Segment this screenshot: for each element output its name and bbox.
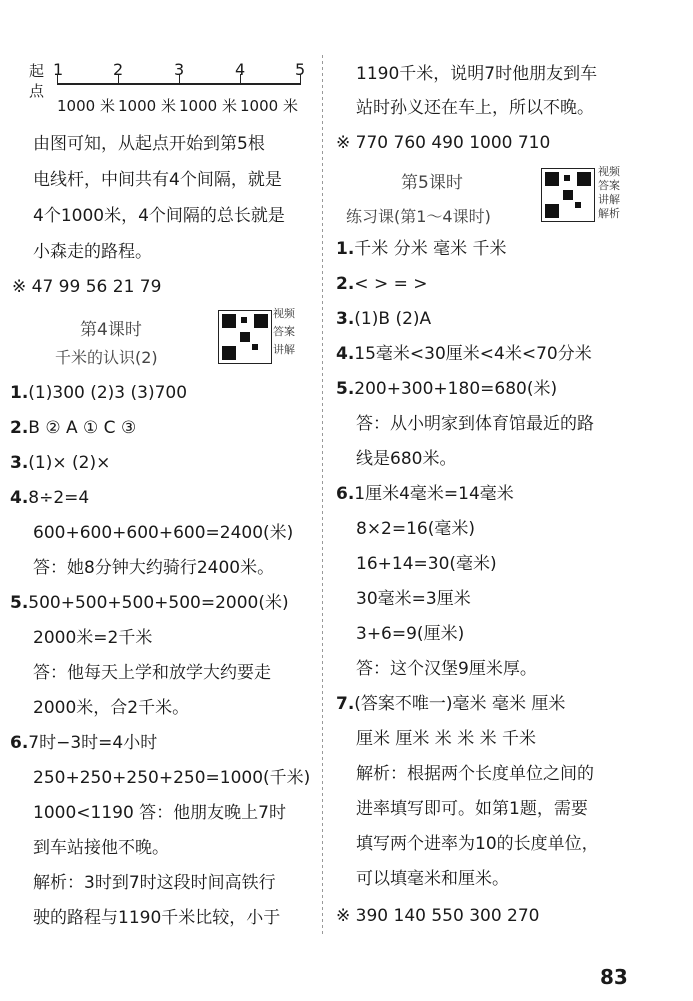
qr-code[interactable] xyxy=(541,168,595,222)
item-line: 1000<1190 答：他朋友晚上7时 xyxy=(33,803,286,823)
page-number: 83 xyxy=(600,965,628,989)
item-line: 线是680米。 xyxy=(356,449,457,469)
qr-label: 答案 xyxy=(598,179,620,192)
qr-label: 视频 xyxy=(598,165,620,178)
explain-line: 由图可知，从起点开始到第5根 xyxy=(33,134,265,154)
item-line: 答：他每天上学和放学大约要走 xyxy=(33,663,271,683)
extra-numbers: ※ 390 140 550 300 270 xyxy=(336,906,540,926)
qr-label: 答案 xyxy=(273,325,295,338)
lesson-subtitle: 千米的认识(2) xyxy=(55,348,158,367)
item-line: 250+250+250+250=1000(千米) xyxy=(33,768,311,788)
qr-label: 视频 xyxy=(273,307,295,320)
column-divider xyxy=(322,55,323,935)
item-number: 5. xyxy=(10,593,29,613)
item-text: (1)300 (2)3 (3)700 xyxy=(28,383,188,403)
item-line: 进率填写即可。如第1题，需要 xyxy=(356,799,588,819)
item-text: B ② A ① C ③ xyxy=(28,418,137,438)
item-number: 1. xyxy=(336,239,355,259)
item-line: 600+600+600+600=2400(米) xyxy=(33,523,294,543)
item-line: 8×2=16(毫米) xyxy=(356,519,476,539)
item-text: 500+500+500+500=2000(米) xyxy=(28,593,289,613)
item-line: 答：她8分钟大约骑行2400米。 xyxy=(33,558,275,578)
item-line: 可以填毫米和厘米。 xyxy=(356,869,509,889)
item-text: (1)× (2)× xyxy=(28,453,111,473)
extra-numbers: ※ 47 99 56 21 79 xyxy=(12,277,162,297)
item-line: 解析：根据两个长度单位之间的 xyxy=(356,764,594,784)
item-line: 16+14=30(毫米) xyxy=(356,554,497,574)
item-line: 3+6=9(厘米) xyxy=(356,624,465,644)
item-number: 4. xyxy=(10,488,29,508)
item-number: 5. xyxy=(336,379,355,399)
item-text: (1)B (2)A xyxy=(354,309,432,329)
qr-code[interactable] xyxy=(218,310,272,364)
explain-line: 小森走的路程。 xyxy=(33,242,152,262)
start-label-1: 起 xyxy=(29,62,45,80)
explain-line: 4个1000米，4个间隔的总长就是 xyxy=(33,206,285,226)
segment-label: 1000 米 xyxy=(240,97,298,115)
item-number: 3. xyxy=(336,309,355,329)
item-line: 答：从小明家到体育馆最近的路 xyxy=(356,414,594,434)
item-text: 15毫米<30厘米<4米<70分米 xyxy=(354,344,592,364)
item-line: 2000米，合2千米。 xyxy=(33,698,190,718)
qr-label: 讲解 xyxy=(598,193,620,206)
item-line: 2000米=2千米 xyxy=(33,628,153,648)
tick-label: 1 xyxy=(53,60,64,79)
item-text: 1厘米4毫米=14毫米 xyxy=(354,484,514,504)
qr-label: 讲解 xyxy=(273,343,295,356)
segment-label: 1000 米 xyxy=(179,97,237,115)
tick-label: 3 xyxy=(174,60,185,79)
lesson-subtitle: 练习课(第1～4课时) xyxy=(346,207,491,226)
item-text: 200+300+180=680(米) xyxy=(354,379,558,399)
item-text: 8÷2=4 xyxy=(28,488,90,508)
item-line: 答：这个汉堡9厘米厚。 xyxy=(356,659,537,679)
item-number: 6. xyxy=(336,484,355,504)
item-text: < > = > xyxy=(354,274,428,294)
item-number: 7. xyxy=(336,694,355,714)
lesson-title: 第4课时 xyxy=(80,320,142,340)
start-label-2: 点 xyxy=(29,82,45,100)
item-number: 6. xyxy=(10,733,29,753)
tick-label: 2 xyxy=(113,60,124,79)
segment-label: 1000 米 xyxy=(57,97,115,115)
item-line: 30毫米=3厘米 xyxy=(356,589,471,609)
item-number: 1. xyxy=(10,383,29,403)
item-line: 厘米 厘米 米 米 米 千米 xyxy=(356,729,537,749)
cont-line: 站时孙义还在车上，所以不晚。 xyxy=(356,98,594,118)
tick-label: 5 xyxy=(295,60,306,79)
item-text: 千米 分米 毫米 千米 xyxy=(354,239,507,259)
explain-line: 电线杆，中间共有4个间隔，就是 xyxy=(33,170,282,190)
item-line: 填写两个进率为10的长度单位， xyxy=(356,834,599,854)
item-number: 4. xyxy=(336,344,355,364)
item-number: 2. xyxy=(336,274,355,294)
item-text: (答案不唯一)毫米 毫米 厘米 xyxy=(354,694,566,714)
segment-label: 1000 米 xyxy=(118,97,176,115)
item-line: 到车站接他不晚。 xyxy=(33,838,169,858)
item-text: 7时−3时=4小时 xyxy=(28,733,158,753)
tick-label: 4 xyxy=(235,60,246,79)
qr-label: 解析 xyxy=(598,207,620,220)
extra-numbers: ※ 770 760 490 1000 710 xyxy=(336,133,551,153)
item-number: 3. xyxy=(10,453,29,473)
cont-line: 1190千米，说明7时他朋友到车 xyxy=(356,64,598,84)
item-number: 2. xyxy=(10,418,29,438)
item-line: 驶的路程与1190千米比较，小于 xyxy=(33,908,281,928)
item-line: 解析：3时到7时这段时间高铁行 xyxy=(33,873,276,893)
lesson-title: 第5课时 xyxy=(401,173,463,193)
